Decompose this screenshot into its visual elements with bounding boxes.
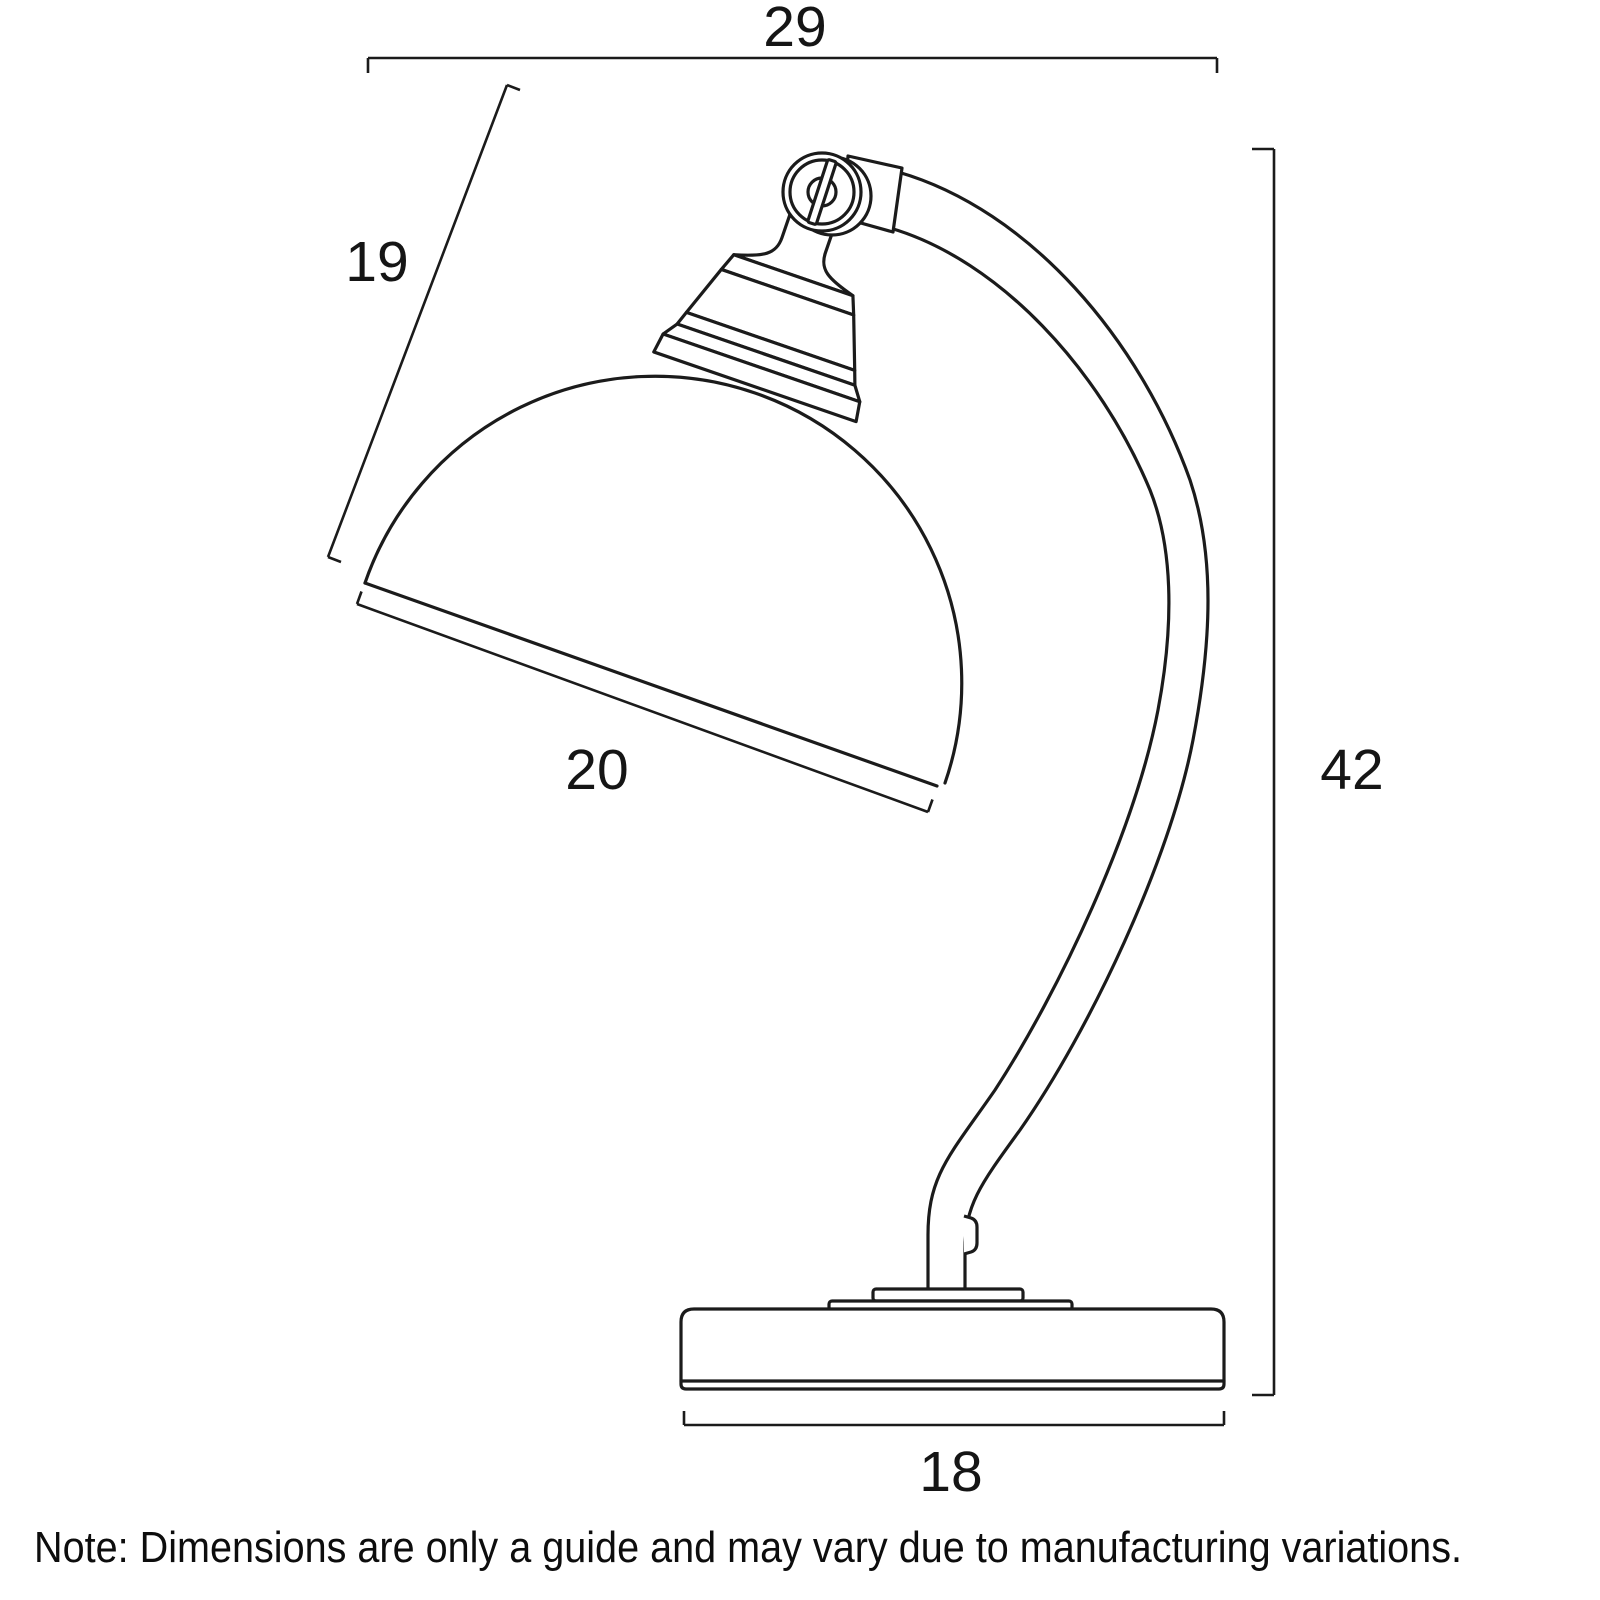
adjustment-knob	[783, 153, 871, 235]
dim-line-18	[684, 1411, 1224, 1425]
dim-line-42	[1252, 149, 1274, 1395]
dim-label-20: 20	[565, 738, 629, 802]
dimensions-note: Note: Dimensions are only a guide and may vary due to manufacturing variations.	[34, 1523, 1462, 1572]
dim-line-29	[368, 58, 1217, 73]
mounting-plate-upper	[873, 1289, 1023, 1301]
dim-line-19	[328, 85, 520, 562]
dimension-shade-width	[357, 592, 933, 813]
lamp-shade-rim	[365, 583, 937, 786]
dimension-overall-height	[1252, 149, 1384, 1395]
dim-label-19: 19	[345, 230, 409, 294]
dim-line-20	[357, 592, 933, 813]
dimension-top-width	[368, 0, 1217, 73]
dim-label-18: 18	[919, 1440, 983, 1504]
lamp-drawing	[365, 153, 1224, 1389]
dimension-shade-slant	[328, 85, 520, 562]
dim-label-29: 29	[763, 0, 827, 59]
dim-label-42: 42	[1320, 738, 1384, 802]
arm-tube-body	[890, 172, 1208, 1289]
switch-nub	[964, 1216, 977, 1254]
lamp-shade-dome	[365, 376, 962, 783]
lamp-base	[681, 1309, 1224, 1389]
dimension-base-width	[684, 1411, 1224, 1504]
